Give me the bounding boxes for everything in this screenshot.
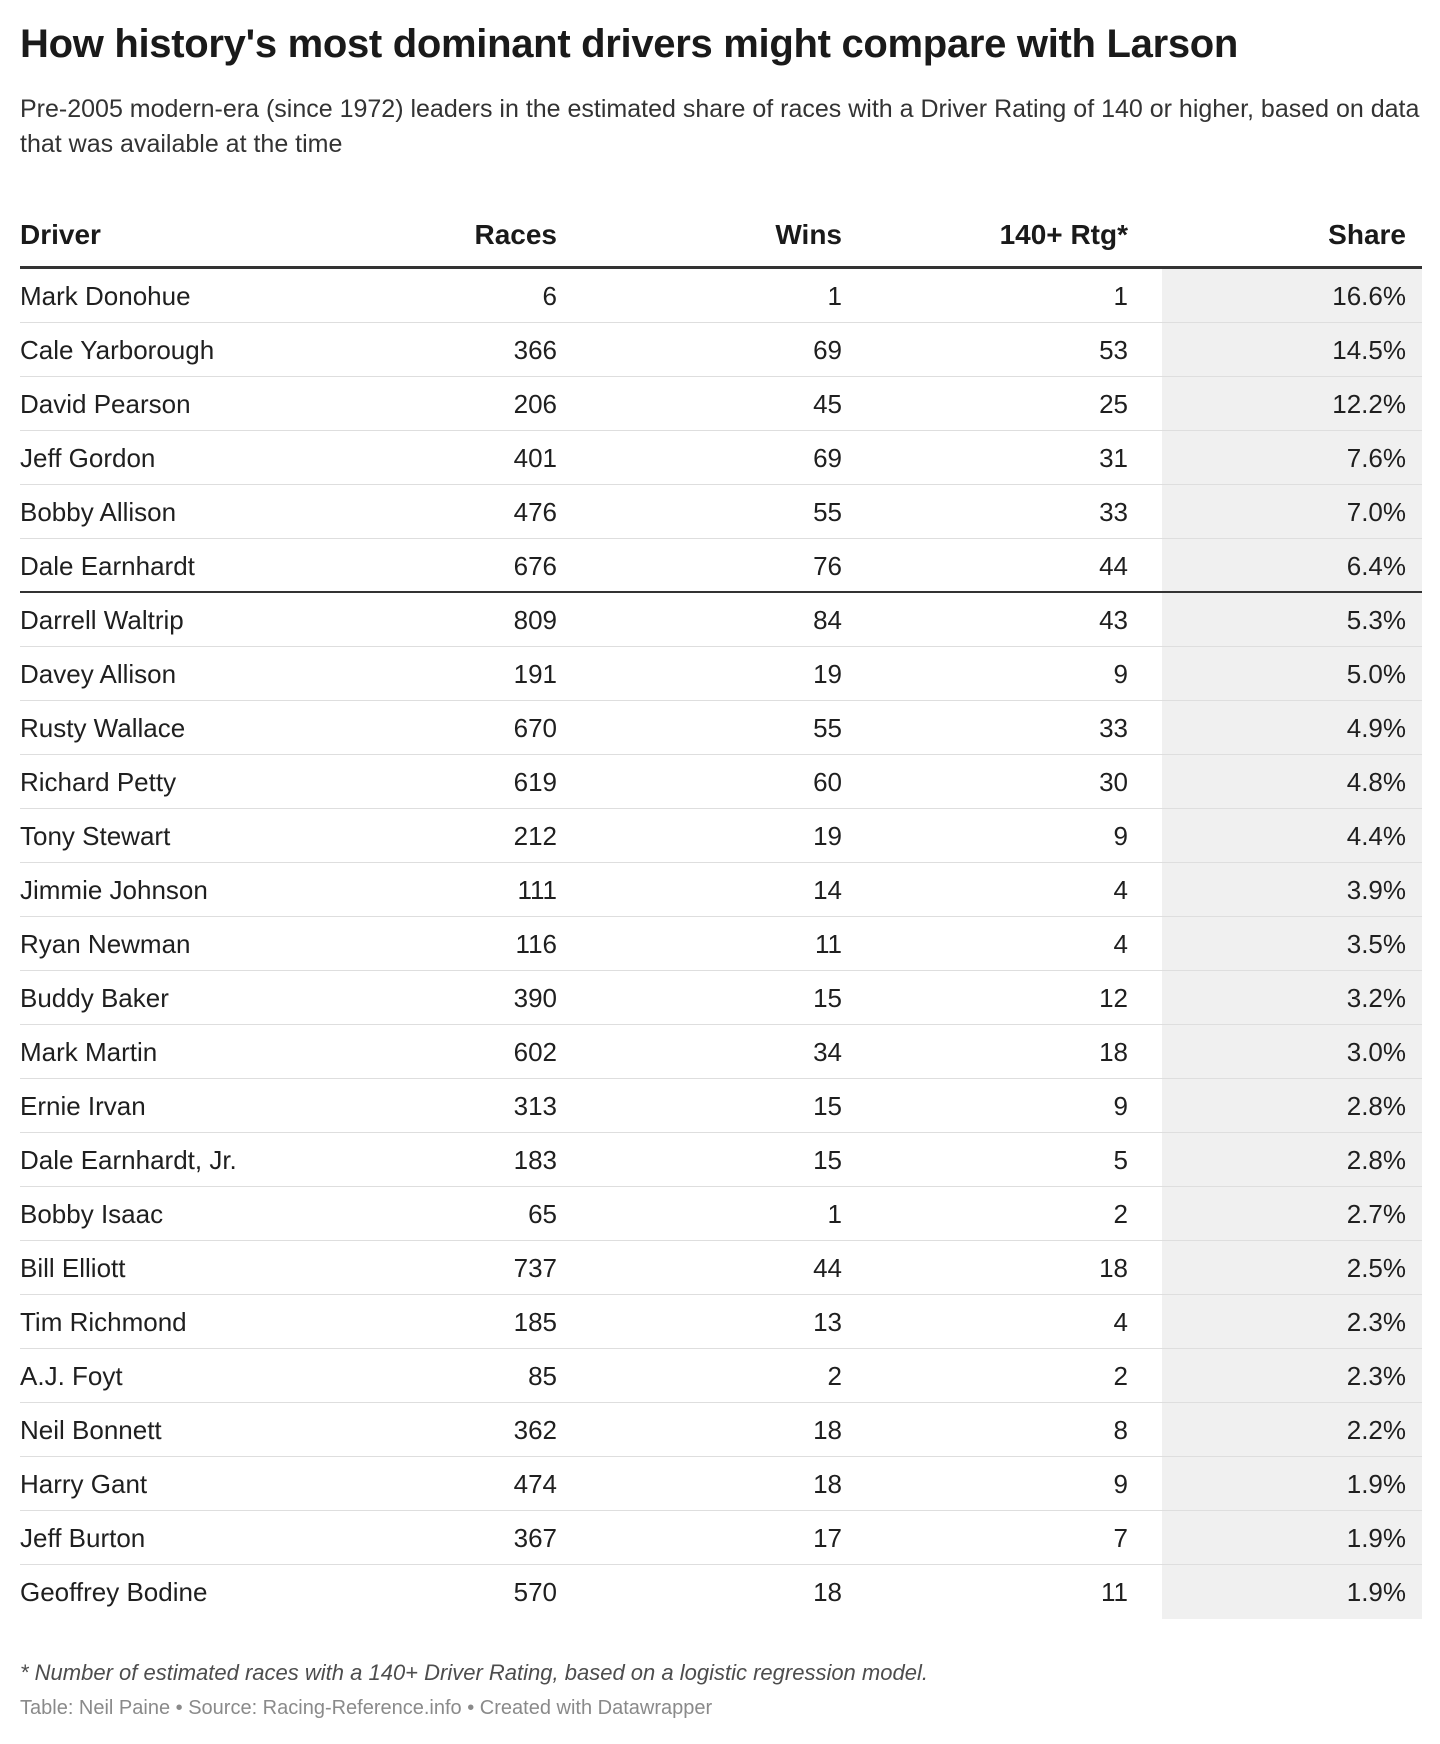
cell-races: 85 bbox=[528, 1361, 557, 1391]
cell-driver: David Pearson bbox=[20, 389, 191, 419]
cell-140-rtg: 9 bbox=[1113, 1469, 1128, 1499]
cell-share: 2.8% bbox=[1346, 1145, 1406, 1175]
cell-driver: Mark Donohue bbox=[20, 281, 191, 311]
cell-wins: 45 bbox=[813, 389, 842, 419]
cell-wins: 69 bbox=[813, 443, 842, 473]
table-row bbox=[20, 701, 1422, 755]
table-row bbox=[20, 1511, 1422, 1565]
cell-wins: 19 bbox=[813, 659, 842, 689]
table-row bbox=[20, 1295, 1422, 1349]
cell-wins: 14 bbox=[813, 875, 842, 905]
cell-wins: 19 bbox=[813, 821, 842, 851]
cell-wins: 15 bbox=[813, 1091, 842, 1121]
cell-share: 2.7% bbox=[1346, 1199, 1406, 1229]
cell-races: 191 bbox=[513, 659, 557, 689]
cell-140-rtg: 25 bbox=[1099, 389, 1128, 419]
table-row bbox=[20, 863, 1422, 917]
cell-driver: Rusty Wallace bbox=[20, 713, 186, 743]
cell-driver: Bill Elliott bbox=[20, 1253, 126, 1283]
cell-share: 2.3% bbox=[1346, 1307, 1406, 1337]
header-driver[interactable]: Driver bbox=[20, 219, 101, 250]
cell-share: 3.5% bbox=[1346, 929, 1406, 959]
cell-140-rtg: 33 bbox=[1099, 713, 1128, 743]
cell-wins: 55 bbox=[813, 713, 842, 743]
cell-races: 313 bbox=[513, 1091, 557, 1121]
cell-driver: Neil Bonnett bbox=[20, 1415, 162, 1445]
cell-140-rtg: 1 bbox=[1113, 281, 1128, 311]
cell-races: 116 bbox=[515, 929, 557, 959]
cell-races: 65 bbox=[528, 1199, 557, 1229]
cell-140-rtg: 18 bbox=[1099, 1253, 1128, 1283]
cell-races: 474 bbox=[513, 1469, 557, 1499]
cell-140-rtg: 44 bbox=[1099, 551, 1128, 581]
cell-races: 111 bbox=[517, 875, 557, 905]
cell-driver: Bobby Isaac bbox=[20, 1199, 164, 1229]
table-row bbox=[20, 809, 1422, 863]
cell-races: 185 bbox=[513, 1307, 557, 1337]
cell-140-rtg: 2 bbox=[1113, 1361, 1128, 1391]
cell-races: 670 bbox=[513, 713, 557, 743]
cell-driver: Jeff Gordon bbox=[20, 443, 156, 473]
cell-wins: 1 bbox=[827, 1199, 842, 1229]
table-row bbox=[20, 1133, 1422, 1187]
cell-share: 4.4% bbox=[1346, 821, 1406, 851]
cell-140-rtg: 43 bbox=[1099, 605, 1128, 635]
table-row bbox=[20, 647, 1422, 701]
cell-wins: 11 bbox=[815, 929, 842, 959]
cell-driver: Tony Stewart bbox=[20, 821, 171, 851]
cell-wins: 60 bbox=[813, 767, 842, 797]
cell-share: 12.2% bbox=[1332, 389, 1406, 419]
cell-driver: Mark Martin bbox=[20, 1037, 158, 1067]
cell-140-rtg: 11 bbox=[1101, 1577, 1128, 1607]
cell-races: 401 bbox=[513, 443, 557, 473]
cell-wins: 84 bbox=[813, 605, 842, 635]
cell-share: 2.3% bbox=[1346, 1361, 1406, 1391]
cell-share: 7.0% bbox=[1346, 497, 1406, 527]
cell-140-rtg: 4 bbox=[1113, 875, 1128, 905]
cell-share: 7.6% bbox=[1346, 443, 1406, 473]
table-row bbox=[20, 1187, 1422, 1241]
cell-140-rtg: 4 bbox=[1113, 929, 1128, 959]
cell-140-rtg: 31 bbox=[1099, 443, 1128, 473]
table-row bbox=[20, 1349, 1422, 1403]
table-row bbox=[20, 1025, 1422, 1079]
cell-driver: Jeff Burton bbox=[20, 1523, 146, 1553]
cell-140-rtg: 9 bbox=[1113, 821, 1128, 851]
cell-wins: 13 bbox=[813, 1307, 842, 1337]
table-row bbox=[20, 593, 1422, 647]
table-row bbox=[20, 539, 1422, 593]
cell-races: 183 bbox=[513, 1145, 557, 1175]
credits: Table: Neil Paine • Source: Racing-Reference.info • Created with Datawrapper bbox=[20, 1697, 713, 1719]
cell-share: 5.0% bbox=[1346, 659, 1406, 689]
cell-share: 2.2% bbox=[1346, 1415, 1406, 1445]
cell-wins: 15 bbox=[813, 1145, 842, 1175]
cell-driver: Buddy Baker bbox=[20, 983, 169, 1013]
cell-140-rtg: 4 bbox=[1113, 1307, 1128, 1337]
table-row bbox=[20, 1079, 1422, 1133]
cell-races: 6 bbox=[542, 281, 557, 311]
cell-races: 390 bbox=[513, 983, 557, 1013]
table-row bbox=[20, 1241, 1422, 1295]
table-row bbox=[20, 485, 1422, 539]
cell-share: 3.0% bbox=[1346, 1037, 1406, 1067]
table-row bbox=[20, 971, 1422, 1025]
cell-driver: Ernie Irvan bbox=[20, 1091, 146, 1121]
cell-driver: Dale Earnhardt bbox=[20, 551, 195, 581]
cell-140-rtg: 8 bbox=[1113, 1415, 1128, 1445]
cell-140-rtg: 9 bbox=[1113, 659, 1128, 689]
cell-140-rtg: 18 bbox=[1099, 1037, 1128, 1067]
cell-races: 619 bbox=[513, 767, 557, 797]
cell-wins: 69 bbox=[813, 335, 842, 365]
cell-share: 1.9% bbox=[1346, 1523, 1406, 1553]
cell-140-rtg: 7 bbox=[1113, 1523, 1128, 1553]
cell-140-rtg: 53 bbox=[1099, 335, 1128, 365]
cell-share: 2.8% bbox=[1346, 1091, 1406, 1121]
table-row bbox=[20, 323, 1422, 377]
cell-140-rtg: 33 bbox=[1099, 497, 1128, 527]
table-row bbox=[20, 1457, 1422, 1511]
header-140-rtg[interactable]: 140+ Rtg* bbox=[999, 219, 1128, 250]
cell-races: 602 bbox=[513, 1037, 557, 1067]
header-share[interactable]: Share bbox=[1328, 219, 1406, 250]
cell-driver: Ryan Newman bbox=[20, 929, 191, 959]
cell-140-rtg: 5 bbox=[1113, 1145, 1128, 1175]
header-races[interactable]: Races bbox=[474, 219, 557, 250]
cell-140-rtg: 30 bbox=[1099, 767, 1128, 797]
cell-driver: Tim Richmond bbox=[20, 1307, 187, 1337]
cell-share: 14.5% bbox=[1332, 335, 1406, 365]
cell-wins: 76 bbox=[813, 551, 842, 581]
table-body bbox=[20, 269, 1422, 1619]
cell-driver: Cale Yarborough bbox=[20, 335, 215, 365]
cell-races: 212 bbox=[513, 821, 557, 851]
cell-share: 5.3% bbox=[1346, 605, 1406, 635]
cell-driver: Davey Allison bbox=[20, 659, 177, 689]
cell-races: 676 bbox=[513, 551, 557, 581]
cell-driver: A.J. Foyt bbox=[20, 1361, 123, 1391]
cell-140-rtg: 12 bbox=[1099, 983, 1128, 1013]
cell-share: 1.9% bbox=[1346, 1469, 1406, 1499]
cell-share: 2.5% bbox=[1346, 1253, 1406, 1283]
cell-share: 4.9% bbox=[1346, 713, 1406, 743]
cell-driver: Dale Earnhardt, Jr. bbox=[20, 1145, 237, 1175]
header-wins[interactable]: Wins bbox=[775, 219, 842, 250]
cell-share: 1.9% bbox=[1346, 1577, 1406, 1607]
cell-wins: 44 bbox=[813, 1253, 842, 1283]
cell-races: 367 bbox=[513, 1523, 557, 1553]
table-header bbox=[20, 205, 1422, 269]
cell-races: 362 bbox=[513, 1415, 557, 1445]
cell-wins: 18 bbox=[813, 1469, 842, 1499]
cell-140-rtg: 2 bbox=[1113, 1199, 1128, 1229]
cell-wins: 18 bbox=[813, 1577, 842, 1607]
cell-wins: 1 bbox=[827, 281, 842, 311]
table-row bbox=[20, 1403, 1422, 1457]
data-table bbox=[20, 205, 1422, 1619]
cell-races: 476 bbox=[513, 497, 557, 527]
footnote: * Number of estimated races with a 140+ Driver Rating, based on a logistic regression model. bbox=[20, 1660, 928, 1685]
cell-share: 4.8% bbox=[1346, 767, 1406, 797]
chart-subtitle: Pre-2005 modern-era (since 1972) leaders in the estimated share of races with a Driver Rating of 140 or higher, based on data that was available at the time bbox=[20, 95, 1420, 158]
cell-driver: Darrell Waltrip bbox=[20, 605, 184, 635]
cell-wins: 55 bbox=[813, 497, 842, 527]
cell-share: 16.6% bbox=[1332, 281, 1406, 311]
cell-races: 206 bbox=[513, 389, 557, 419]
cell-driver: Richard Petty bbox=[20, 767, 177, 797]
cell-share: 3.9% bbox=[1346, 875, 1406, 905]
cell-driver: Geoffrey Bodine bbox=[20, 1577, 208, 1607]
cell-wins: 34 bbox=[813, 1037, 842, 1067]
cell-driver: Jimmie Johnson bbox=[20, 875, 208, 905]
cell-wins: 2 bbox=[827, 1361, 842, 1391]
table-row bbox=[20, 269, 1422, 323]
cell-races: 809 bbox=[513, 605, 557, 635]
cell-wins: 15 bbox=[813, 983, 842, 1013]
cell-races: 366 bbox=[513, 335, 557, 365]
cell-wins: 17 bbox=[813, 1523, 842, 1553]
cell-wins: 18 bbox=[813, 1415, 842, 1445]
cell-races: 737 bbox=[513, 1253, 557, 1283]
cell-races: 570 bbox=[513, 1577, 557, 1607]
table-row bbox=[20, 1565, 1422, 1619]
cell-140-rtg: 9 bbox=[1113, 1091, 1128, 1121]
table-row bbox=[20, 917, 1422, 971]
cell-driver: Harry Gant bbox=[20, 1469, 148, 1499]
chart-title: How history's most dominant drivers might compare with Larson bbox=[20, 22, 1239, 66]
cell-share: 3.2% bbox=[1346, 983, 1406, 1013]
cell-driver: Bobby Allison bbox=[20, 497, 177, 527]
table-row bbox=[20, 755, 1422, 809]
table-row bbox=[20, 377, 1422, 431]
table-row bbox=[20, 431, 1422, 485]
cell-share: 6.4% bbox=[1346, 551, 1406, 581]
